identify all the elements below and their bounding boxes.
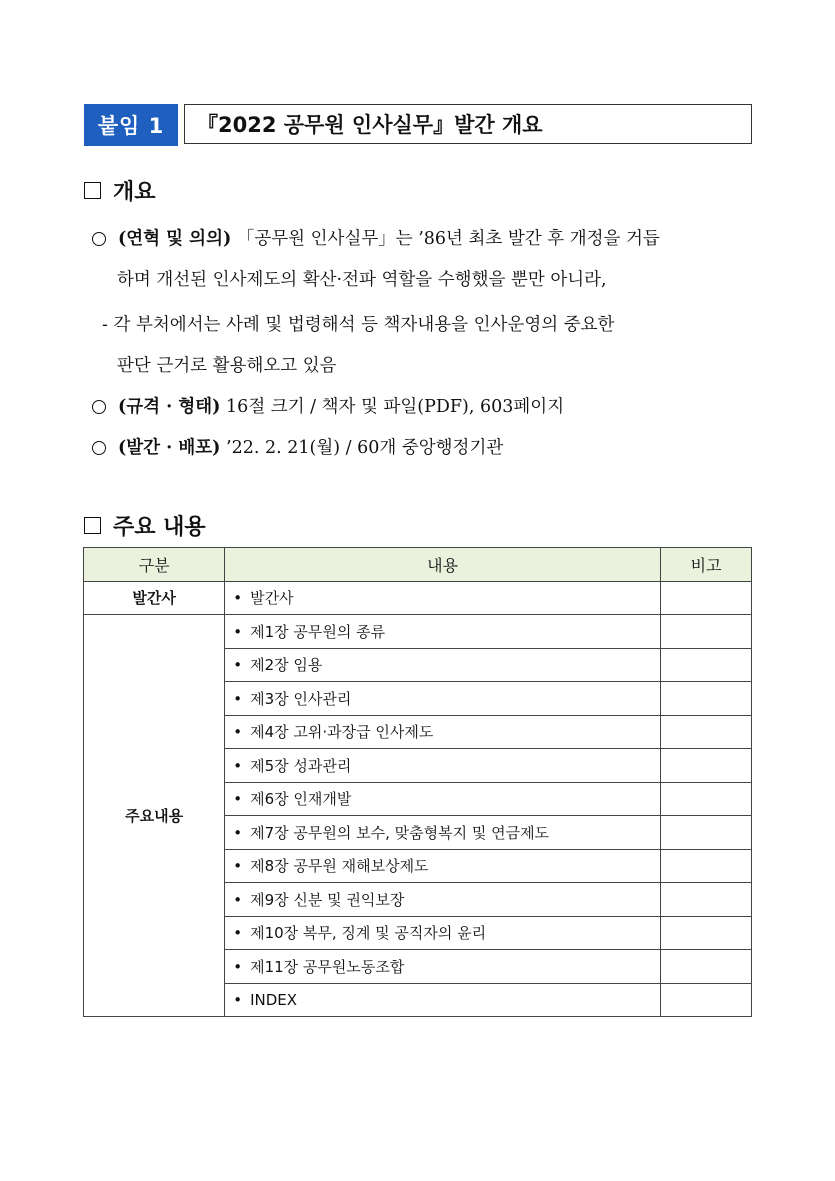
bullet-icon: • [233, 890, 243, 909]
content-text: 제7장 공무원의 보수, 맞춤형복지 및 연금제도 [250, 823, 550, 842]
content-text: INDEX [250, 990, 298, 1009]
bullet-icon: • [233, 790, 243, 809]
item-label: (연혁 및 의의) [118, 229, 232, 249]
document-title: 『2022 공무원 인사실무』발간 개요 [184, 104, 752, 144]
remarks-cell [661, 983, 752, 1017]
checkbox-square-icon [84, 182, 101, 199]
content-cell [225, 782, 661, 816]
overview-item-2-line-2: 판단 근거로 활용해오고 있음 [117, 356, 337, 376]
bullet-icon: • [233, 957, 243, 976]
remarks-cell [661, 615, 752, 649]
category-cell: 주요내용 [84, 615, 225, 1017]
header-content: 내용 [225, 548, 661, 582]
table-row [84, 581, 752, 615]
overview-item-1-line-2: 하며 개선된 인사제도의 확산·전파 역할을 수행했을 뿐만 아니라, [117, 270, 607, 290]
section-overview-heading [84, 175, 156, 206]
bullet-icon: • [233, 622, 243, 641]
overview-item-4 [92, 428, 754, 469]
content-cell [225, 950, 661, 984]
overview-paragraphs [92, 219, 754, 469]
content-cell [225, 849, 661, 883]
circle-bullet-icon [92, 232, 106, 246]
bullet-icon: • [233, 857, 243, 876]
circle-bullet-icon [92, 400, 106, 414]
remarks-cell [661, 950, 752, 984]
content-cell [225, 916, 661, 950]
item-text: ’22. 2. 21(월) / 60개 중앙행정기관 [226, 438, 504, 458]
content-cell [225, 581, 661, 615]
remarks-cell [661, 883, 752, 917]
remarks-cell [661, 715, 752, 749]
circle-bullet-icon [92, 441, 106, 455]
section-title: 주요 내용 [113, 515, 206, 540]
content-text: 제5장 성과관리 [250, 756, 352, 775]
section-contents-heading [84, 510, 206, 541]
table-header-row [84, 548, 752, 582]
bullet-icon: • [233, 689, 243, 708]
content-text: 제1장 공무원의 종류 [250, 622, 386, 641]
remarks-cell [661, 581, 752, 615]
remarks-cell [661, 916, 752, 950]
overview-item-3 [92, 387, 754, 428]
document-header [84, 104, 752, 146]
content-text: 제3장 인사관리 [250, 689, 352, 708]
content-text: 발간사 [250, 589, 294, 608]
content-cell [225, 883, 661, 917]
content-cell [225, 816, 661, 850]
content-cell [225, 749, 661, 783]
header-category: 구분 [84, 548, 225, 582]
content-text: 제4장 고위·과장급 인사제도 [250, 723, 434, 742]
bullet-icon: • [233, 924, 243, 943]
content-cell [225, 615, 661, 649]
bullet-icon: • [233, 589, 243, 608]
content-text: 제8장 공무원 재해보상제도 [250, 857, 429, 876]
item-text: 16절 크기 / 책자 및 파일(PDF), 603페이지 [226, 397, 565, 417]
item-label: (규격 · 형태) [118, 397, 221, 417]
category-cell: 발간사 [84, 581, 225, 615]
remarks-cell [661, 648, 752, 682]
remarks-cell [661, 816, 752, 850]
content-cell [225, 715, 661, 749]
bullet-icon: • [233, 756, 243, 775]
remarks-cell [661, 782, 752, 816]
overview-item-2-line-1: - 각 부처에서는 사례 및 법령해석 등 책자내용을 인사운영의 중요한 [102, 315, 615, 335]
content-text: 제9장 신분 및 권익보장 [250, 890, 405, 909]
content-text: 제2장 임용 [250, 656, 323, 675]
table-row [84, 615, 752, 649]
bullet-icon: • [233, 823, 243, 842]
remarks-cell [661, 849, 752, 883]
section-title: 개요 [113, 180, 156, 205]
content-text: 제11장 공무원노동조합 [250, 957, 405, 976]
content-text: 제6장 인재개발 [250, 790, 352, 809]
item-text: 「공무원 인사실무」는 ’86년 최초 발간 후 개정을 거듭 [236, 229, 660, 249]
content-text: 제10장 복무, 징계 및 공직자의 윤리 [250, 924, 487, 943]
contents-table [83, 547, 752, 1017]
remarks-cell [661, 682, 752, 716]
attachment-badge: 붙임 1 [84, 104, 178, 146]
bullet-icon: • [233, 656, 243, 675]
content-cell [225, 682, 661, 716]
header-remarks: 비고 [661, 548, 752, 582]
content-cell [225, 983, 661, 1017]
remarks-cell [661, 749, 752, 783]
bullet-icon: • [233, 723, 243, 742]
overview-item-1-line-1 [92, 219, 754, 260]
checkbox-square-icon [84, 517, 101, 534]
bullet-icon: • [233, 990, 243, 1009]
item-label: (발간 · 배포) [118, 438, 221, 458]
content-cell [225, 648, 661, 682]
